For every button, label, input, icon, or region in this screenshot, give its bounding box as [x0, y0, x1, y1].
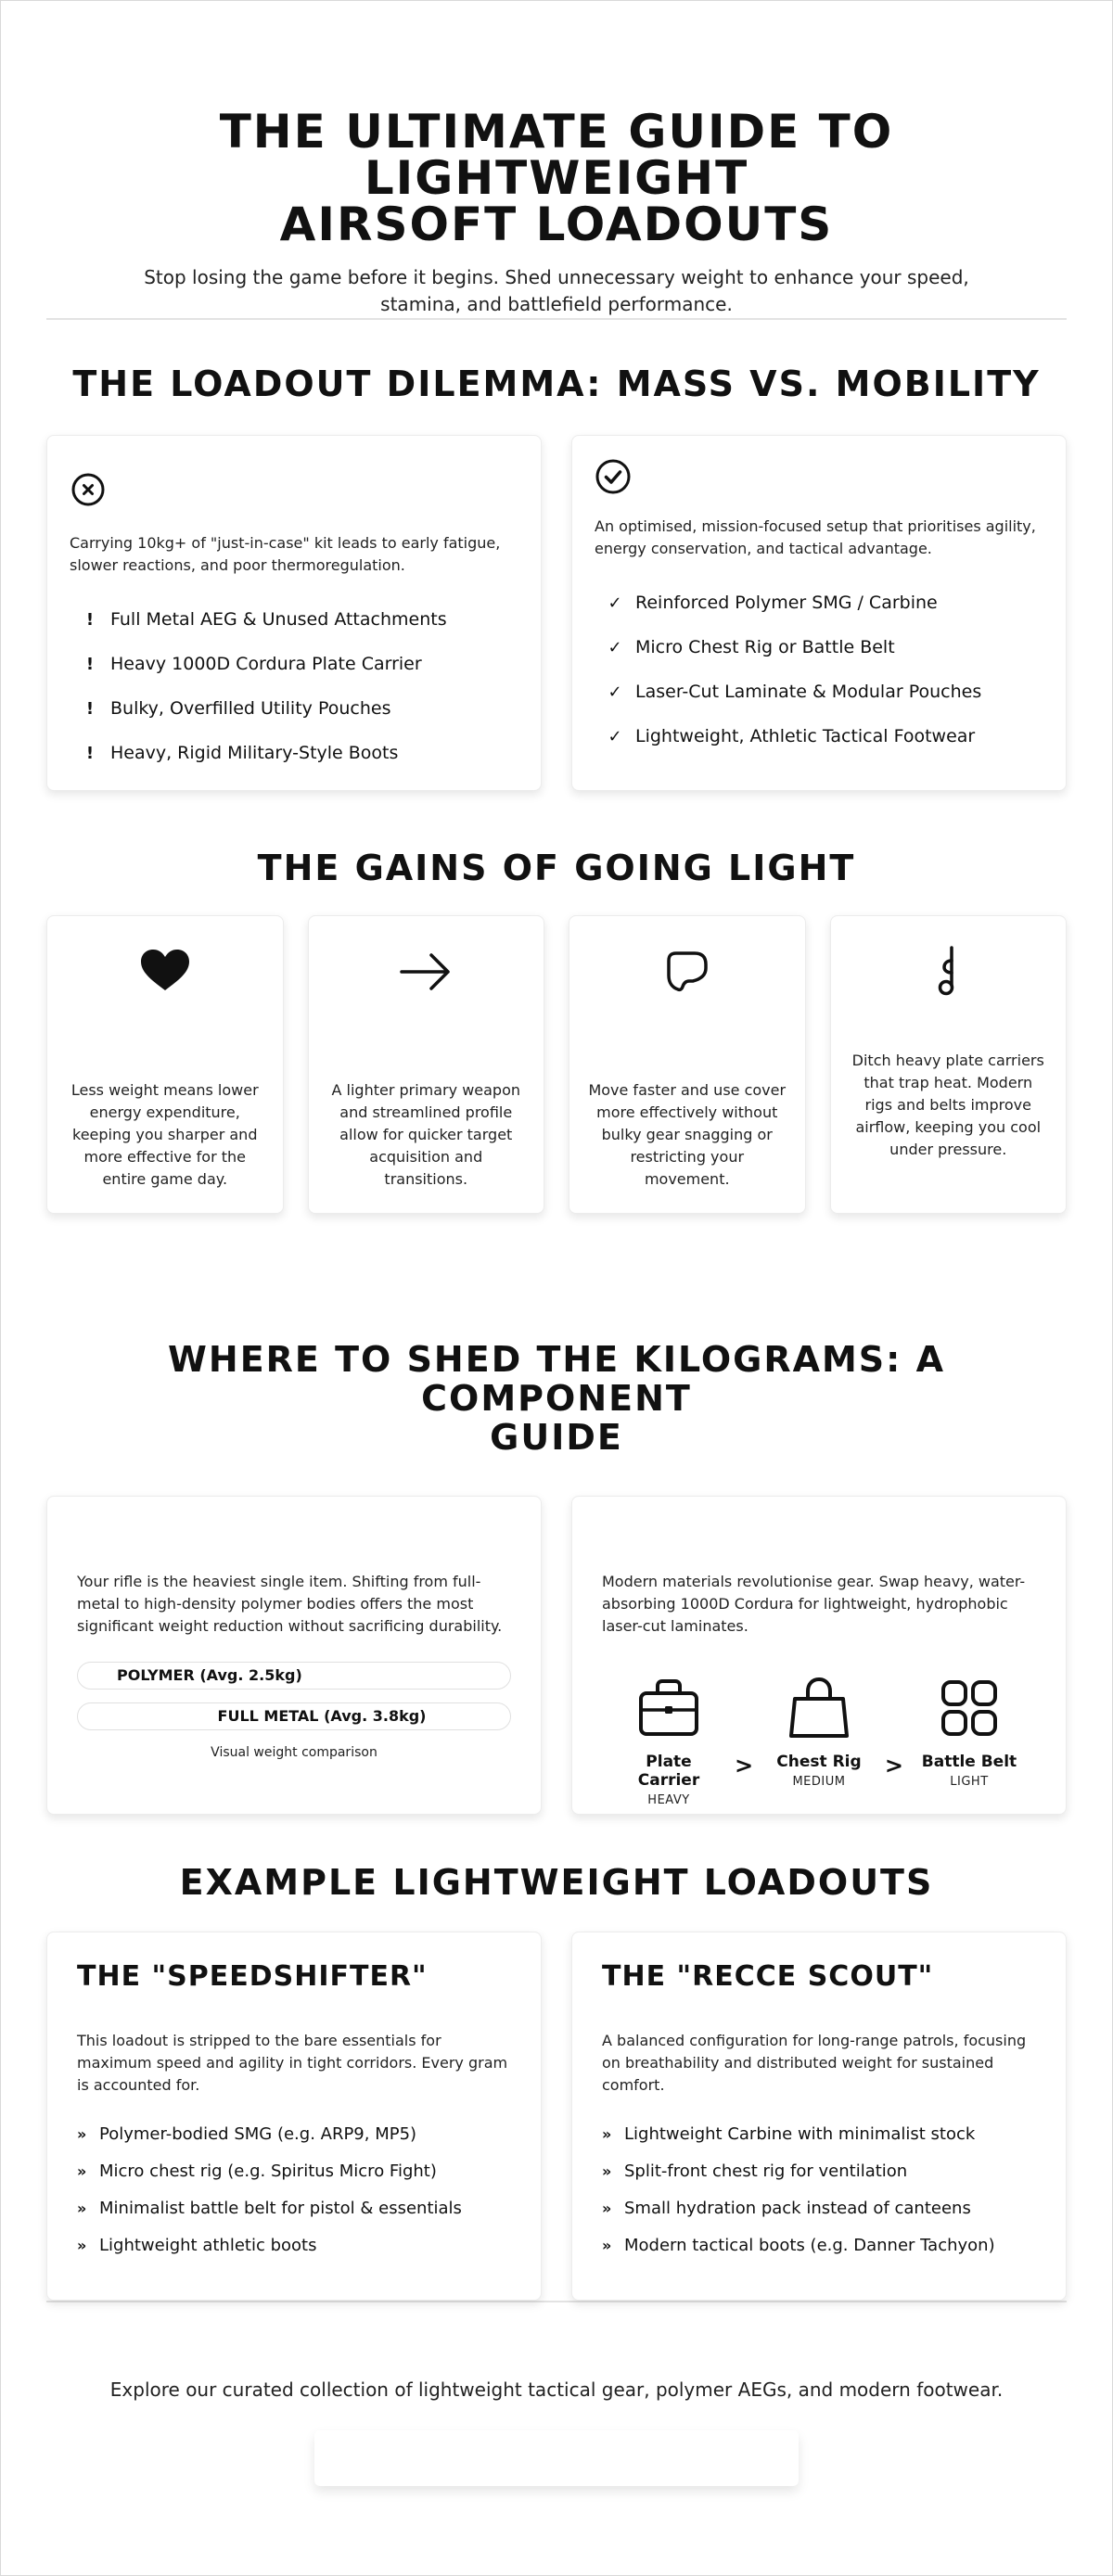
components-section	[46, 1496, 1067, 1815]
weight-comparison-note: Visual weight comparison	[211, 1745, 377, 1760]
thermometer-icon	[920, 944, 976, 1000]
heavy-item-label: Full Metal AEG & Unused Attachments	[110, 609, 447, 630]
light-list-item	[595, 714, 1043, 759]
double-chevron-icon: »	[602, 2199, 612, 2217]
gain-icon-wrap	[47, 944, 283, 1000]
light-item-label: Reinforced Polymer SMG / Carbine	[635, 593, 938, 613]
heavy-item-label: Heavy, Rigid Military-Style Boots	[110, 743, 399, 763]
checkmark-icon: ✓	[608, 593, 622, 613]
dilemma-section	[46, 435, 1067, 791]
loadout-list-item	[77, 2152, 511, 2189]
heavy-item-label: Heavy 1000D Cordura Plate Carrier	[110, 654, 422, 674]
content-wrapper	[46, 1, 1067, 2486]
cta-text: Explore our curated collection of lightweight tactical gear, polymer AEGs, and modern footwear.	[109, 2378, 1004, 2401]
loadout-list-item	[602, 2152, 1036, 2189]
heart-icon	[137, 944, 193, 1000]
loadout-list-item	[602, 2226, 1036, 2264]
exclamation-icon: !	[85, 609, 95, 630]
page-title-line-1: THE ULTIMATE GUIDE TO LIGHTWEIGHT	[219, 105, 894, 205]
gain-icon-wrap	[569, 944, 805, 1000]
page-subtitle	[46, 264, 1067, 318]
loadout-item-label: Polymer-bodied SMG (e.g. ARP9, MP5)	[99, 2123, 417, 2144]
footer-divider	[46, 2301, 1067, 2302]
loadout-card-speedshifter	[46, 1932, 542, 2301]
components-title	[46, 1340, 1067, 1457]
shop-button[interactable]	[314, 2430, 799, 2486]
check-circle-icon	[595, 458, 632, 495]
polymer-weight-label: POLYMER (Avg. 2.5kg)	[117, 1666, 302, 1684]
rounded-shape-icon	[659, 944, 715, 1000]
materials-description: Modern materials revolutionise gear. Swap heavy, water-absorbing 1000D Cordura for lightweight, hydrophobic laser-cut laminates.	[602, 1573, 1026, 1635]
light-list-item	[595, 670, 1043, 714]
materials-card	[571, 1496, 1067, 1815]
checkmark-icon: ✓	[608, 726, 622, 746]
double-chevron-icon: »	[602, 2236, 612, 2254]
loadout-list	[77, 2115, 511, 2264]
gain-card-cooling	[830, 915, 1068, 1214]
loadout-name: THE "SPEEDSHIFTER"	[77, 1960, 428, 1993]
grid-icon	[936, 1675, 1003, 1741]
gain-icon-wrap	[309, 944, 544, 1000]
gain-card-speed	[308, 915, 545, 1214]
polymer-weight-bar	[77, 1662, 511, 1690]
gear-name: Battle Belt	[921, 1753, 1017, 1771]
double-chevron-icon: »	[602, 2162, 612, 2180]
loadout-item-label: Modern tactical boots (e.g. Danner Tachyon)	[624, 2235, 995, 2255]
gear-comparison-row	[602, 1675, 1036, 1807]
greater-than-icon: >	[884, 1753, 904, 1779]
loadout-description: A balanced configuration for long-range patrols, focusing on breathability and distributed weight for sustained comfort.	[602, 2032, 1027, 2094]
page-title	[46, 105, 1067, 251]
heavy-list-item	[70, 731, 518, 775]
heavy-list-item	[70, 642, 518, 686]
double-chevron-icon: »	[77, 2236, 87, 2254]
loadout-list	[602, 2115, 1036, 2264]
exclamation-icon: !	[85, 743, 95, 763]
light-item-label: Micro Chest Rig or Battle Belt	[635, 637, 895, 657]
components-title-line-1: WHERE TO SHED THE KILOGRAMS: A COMPONENT	[167, 1339, 946, 1419]
loadout-item-label: Lightweight Carbine with minimalist stock	[624, 2123, 976, 2144]
heavy-list	[70, 597, 518, 775]
loadout-list-item	[77, 2226, 511, 2264]
metal-weight-label: FULL METAL (Avg. 3.8kg)	[217, 1707, 427, 1725]
double-chevron-icon: »	[77, 2162, 87, 2180]
metal-weight-bar	[77, 1702, 511, 1730]
light-list	[595, 580, 1043, 759]
gain-card-mobility	[569, 915, 806, 1214]
gear-name: Plate Carrier	[637, 1753, 700, 1790]
light-loadout-card	[571, 435, 1067, 791]
double-chevron-icon: »	[602, 2124, 612, 2143]
gear-level: MEDIUM	[792, 1775, 846, 1789]
hero-divider	[46, 318, 1067, 320]
gain-text: Less weight means lower energy expenditure, keeping you sharper and more effective for the entire game day.	[70, 1081, 259, 1188]
hero	[46, 1, 1067, 318]
loadout-item-label: Micro chest rig (e.g. Spiritus Micro Fight)	[99, 2161, 437, 2181]
heavy-item-label: Bulky, Overfilled Utility Pouches	[110, 698, 391, 719]
gear-level: LIGHT	[950, 1775, 989, 1789]
x-circle-icon	[70, 471, 107, 508]
bag-icon	[786, 1675, 852, 1741]
checkmark-icon: ✓	[608, 682, 622, 702]
loadouts-title: EXAMPLE LIGHTWEIGHT LOADOUTS	[179, 1862, 934, 1903]
loadout-list-item	[602, 2189, 1036, 2226]
gain-text: A lighter primary weapon and streamlined profile allow for quicker target acquisition and transitions.	[331, 1081, 521, 1188]
dilemma-title: THE LOADOUT DILEMMA: MASS VS. MOBILITY	[72, 363, 1041, 404]
gear-level: HEAVY	[647, 1793, 690, 1807]
double-chevron-icon: »	[77, 2199, 87, 2217]
gains-section	[46, 915, 1067, 1214]
light-description: An optimised, mission-focused setup that prioritises agility, energy conservation, and tactical advantage.	[595, 517, 1036, 557]
page-title-line-2: AIRSOFT LOADOUTS	[279, 198, 834, 251]
gain-card-energy	[46, 915, 284, 1214]
gear-battle-belt	[914, 1675, 1025, 1789]
rifle-description: Your rifle is the heaviest single item. Shifting from full-metal to high-density polymer bodies offers the most significant weight reduction without sacrificing durability.	[77, 1573, 503, 1635]
double-chevron-icon: »	[77, 2124, 87, 2143]
briefcase-icon	[635, 1675, 702, 1741]
loadout-description: This loadout is stripped to the bare essentials for maximum speed and agility in tight corridors. Every gram is accounted for.	[77, 2032, 508, 2094]
checkmark-icon: ✓	[608, 637, 622, 657]
rifle-card	[46, 1496, 542, 1815]
exclamation-icon: !	[85, 654, 95, 674]
loadouts-section	[46, 1932, 1067, 2301]
loadout-name: THE "RECCE SCOUT"	[602, 1960, 934, 1993]
page-subtitle-line-2: stamina, and battlefield performance.	[380, 293, 733, 315]
loadout-list-item	[77, 2189, 511, 2226]
greater-than-icon: >	[734, 1753, 754, 1779]
loadout-list-item	[77, 2115, 511, 2152]
light-list-item	[595, 580, 1043, 625]
loadout-item-label: Minimalist battle belt for pistol & essentials	[99, 2198, 462, 2218]
light-item-label: Lightweight, Athletic Tactical Footwear	[635, 726, 976, 746]
gear-plate-carrier	[613, 1675, 724, 1807]
heavy-list-item	[70, 597, 518, 642]
heavy-loadout-card	[46, 435, 542, 791]
gain-text: Move faster and use cover more effectively without bulky gear snagging or restricting your movement.	[588, 1081, 787, 1188]
arrow-right-icon	[398, 944, 454, 1000]
heavy-description: Carrying 10kg+ of "just-in-case" kit leads to early fatigue, slower reactions, and poor thermoregulation.	[70, 534, 501, 574]
components-title-line-2: GUIDE	[490, 1417, 623, 1458]
loadout-list-item	[602, 2115, 1036, 2152]
gain-icon-wrap	[831, 944, 1067, 1000]
gear-name: Chest Rig	[776, 1753, 862, 1771]
gear-chest-rig	[763, 1675, 875, 1789]
gains-title: THE GAINS OF GOING LIGHT	[257, 848, 856, 888]
loadout-item-label: Split-front chest rig for ventilation	[624, 2161, 908, 2181]
gain-text: Ditch heavy plate carriers that trap heat. Modern rigs and belts improve airflow, keeping you cool under pressure.	[851, 1052, 1044, 1158]
light-item-label: Laser-Cut Laminate & Modular Pouches	[635, 682, 982, 702]
light-list-item	[595, 625, 1043, 670]
heavy-list-item	[70, 686, 518, 731]
loadout-item-label: Small hydration pack instead of canteens	[624, 2198, 971, 2218]
loadout-item-label: Lightweight athletic boots	[99, 2235, 317, 2255]
page-subtitle-line-1: Stop losing the game before it begins. Shed unnecessary weight to enhance your speed,	[144, 266, 969, 288]
exclamation-icon: !	[85, 698, 95, 719]
loadout-card-recce-scout	[571, 1932, 1067, 2301]
